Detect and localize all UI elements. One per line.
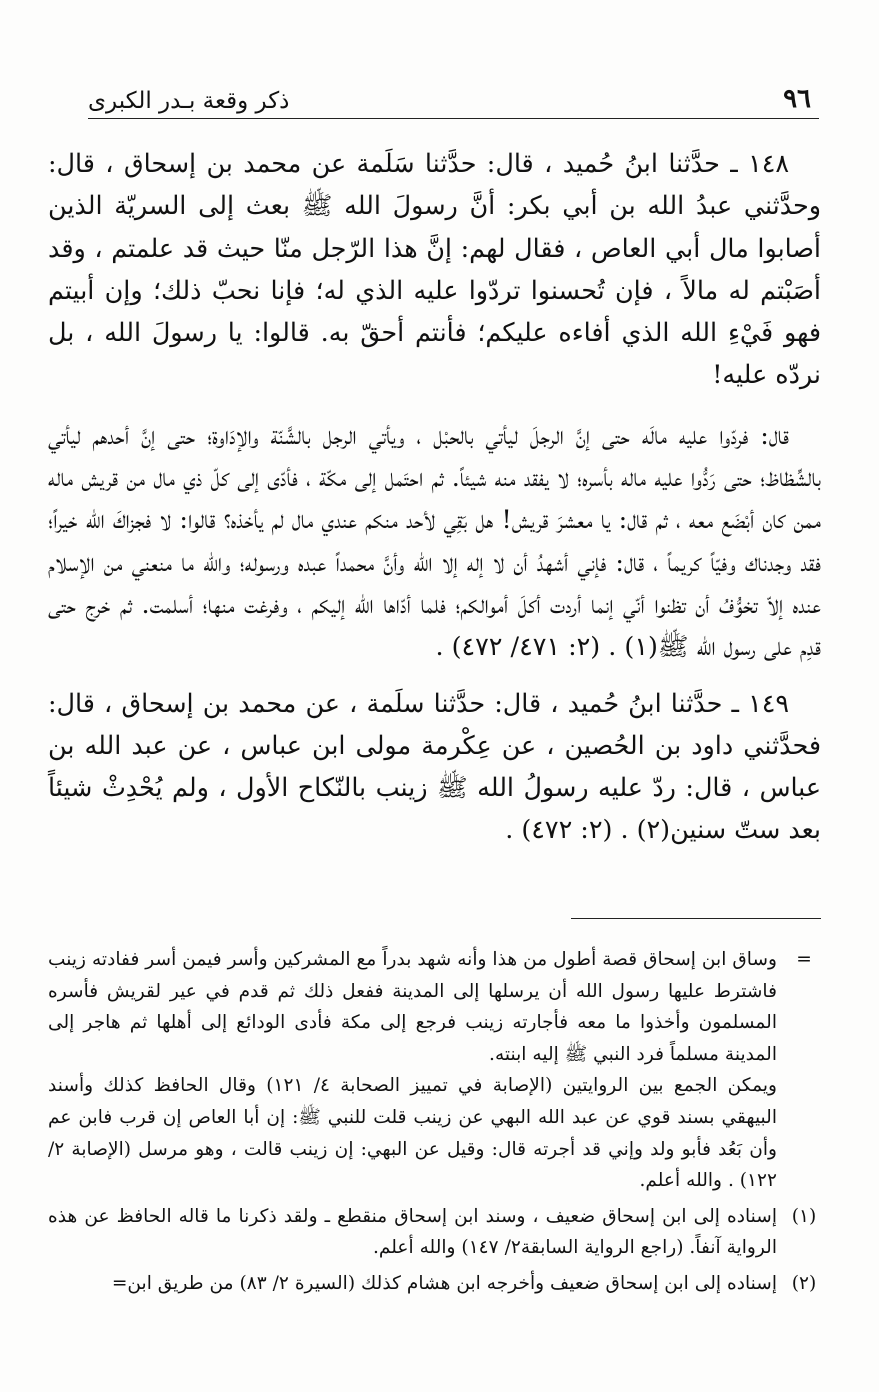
footnote-marker: = xyxy=(796,949,812,970)
chapter-title: ذكر وقعة بـدر الكبرى xyxy=(88,88,290,114)
footnote-1 xyxy=(48,1201,821,1264)
footnotes xyxy=(48,944,821,1300)
footnote-text: إسناده إلى ابن إسحاق ضعيف وأخرجه ابن هشام كذلك (السيرة ٢/ ٨٣) من طريق ابن= xyxy=(111,1272,777,1294)
paragraph-148-continued: قال: فردّوا عليه مالَه حتى إنَّ الرجلَ ليأتي بالحبْل ، ويأتي الرجل بالشَّنّة والإدَاوة؛ حتى إنَّ أحدهم ليأتي بالشِّظاظ؛ حتى رَدُّوا عليه ماله بأسره؛ لا يفقد منه شيئاً. ثم احتَمل إلى مكّة ، فأدّى إلى كلّ ذي مال من قريش ماله ممن كان أبْضَع معه ، ثم قال: يا معشرَ قريش! هل بَقِي لأحد منكم عندي مال لم يأخذه؟ قالوا: لا فجزاكَ الله خيراً؛ فقد وجدناك وفيّاً كريماً ، قال: فإني أشهدُ أن لا إله إلا الله وأنَّ محمداً عبده ورسوله؛ والله ما منعني من الإسلام عنده إلاّ تخوُّفُ أن تظنوا أنّي إنما أردت أكلَ أموالكم؛ فلما أدّاها الله إليكم ، وفرغت منها؛ أسلمت. ثم خرج حتى قدِم على رسول الله ﷺ(١) . (٢: ٤٧١/ ٤٧٢) . xyxy=(48,419,821,662)
footnote-marker: (١) xyxy=(791,1205,817,1227)
paragraph-148: ١٤٨ ـ حدَّثنا ابنُ حُميد ، قال: حدَّثنا سَلَمة عن محمد بن إسحاق ، قال: وحدَّثني عبدُ الله بن أبي بكر: أنَّ رسولَ الله ﷺ بعث إلى السريّة الذين أصابوا مال أبي العاص ، فقال لهم: إنَّ هذا الرّجل منّا حيث قد علمتم ، وقد أصَبْتم له مالاً ، فإن تُحسنوا تردّوا عليه الذي له؛ فإنا نحبّ ذلك؛ وإن أبيتم فهو فَيْءِ الله الذي أفاءه عليكم؛ فأنتم أحقّ به. قالوا: يا رسولَ الله ، بل نردّه عليه! xyxy=(48,148,821,390)
footnote-2 xyxy=(48,1268,821,1300)
footnote-text: وساق ابن إسحاق قصة أطول من هذا وأنه شهد بدراً مع المشركين وأسر فيمن أسر ففادته زينب فاشترط عليها رسول الله أن يرسلها إلى المدينة ففعل ذلك ثم قدم في عير لقريش فأسره المسلمون وأخذوا ما معه فأجارته زينب فرجع إلى مكة فأدى الودائع إلى أهلها ثم هاجر إلى المدينة مسلماً فرد النبي ﷺ إليه ابنته. xyxy=(48,949,777,1065)
running-header xyxy=(88,84,819,119)
footnote-text: ويمكن الجمع بين الروايتين (الإصابة في تمييز الصحابة ٤/ ١٢١) وقال الحافظ كذلك وأسند البيهقي بسند قوي عن عبد الله البهي عن زينب قلت للنبي ﷺ: إن أبا العاص إن قرب فابن عم وأن بَعُد فأبو ولد وإني قد أجرته قال: وقيل عن البهي: إن زينب قالت ، وهو مرسل (الإصابة ٢/ ١٢٢) . والله أعلم. xyxy=(48,1075,777,1192)
footnote-marker: (٢) xyxy=(791,1272,817,1294)
paragraph-149: ١٤٩ ـ حدَّثنا ابنُ حُميد ، قال: حدَّثنا سلَمة ، عن محمد بن إسحاق ، قال: فحدَّثني داود بن الحُصين ، عن عِكْرمة مولى ابن عباس ، عن عبد الله بن عباس ، قال: ردّ عليه رسولُ الله ﷺ زينب بالنّكاح الأول ، ولم يُحْدِثْ شيئاً بعد ستّ سنين(٢) . (٢: ٤٧٢) . xyxy=(48,687,821,845)
page-number: ٩٦ xyxy=(783,84,811,114)
footnote-continuation xyxy=(48,944,821,1197)
footnote-divider xyxy=(571,918,821,919)
footnote-text: إسناده إلى ابن إسحاق ضعيف ، وسند ابن إسحاق منقطع ـ ولقد ذكرنا ما قاله الحافظ عن هذه الرواية آنفاً. (راجع الرواية السابقة٢/ ١٤٧) والله أعلم. xyxy=(48,1205,777,1259)
main-text xyxy=(48,142,821,851)
